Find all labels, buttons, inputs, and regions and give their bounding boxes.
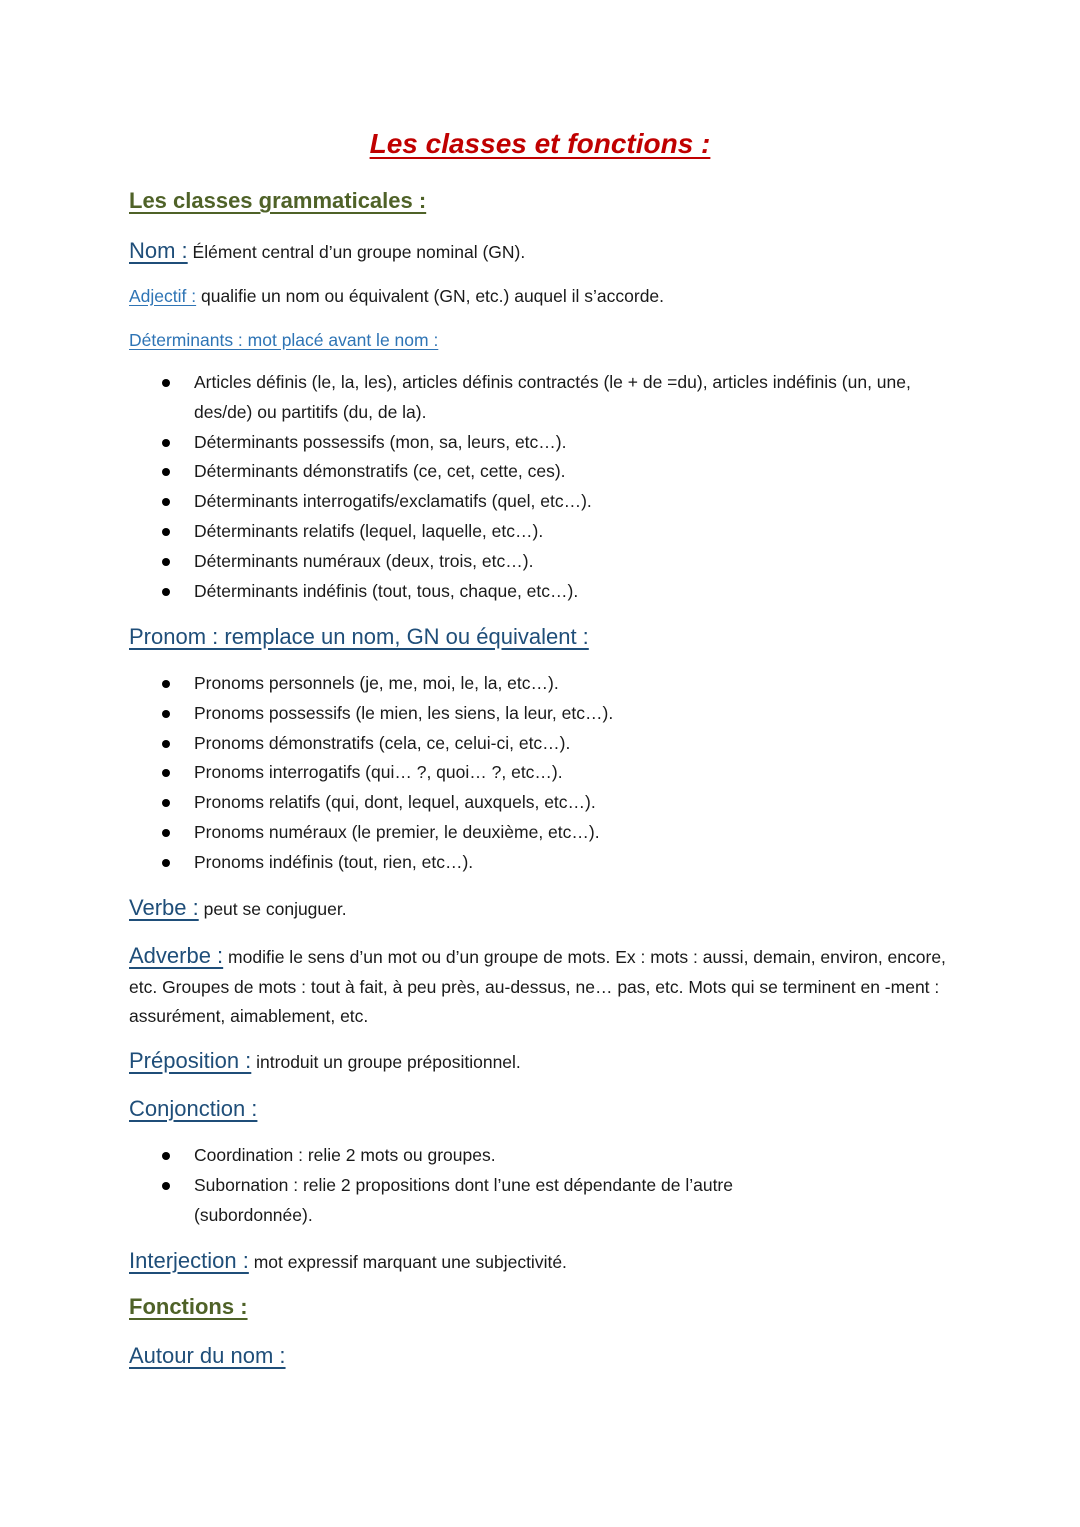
pronom-label: Pronom : remplace un nom, GN ou équivalent : xyxy=(129,624,589,649)
adjectif-label: Adjectif : xyxy=(129,286,197,306)
determinants-heading xyxy=(129,326,959,355)
list-item-text: Pronoms démonstratifs (cela, ce, celui-ci, etc…). xyxy=(194,732,571,753)
list-item-text: Subornation : relie 2 propositions dont l’une est dépendante de l’autre (subordonnée). xyxy=(194,1174,733,1225)
interjection-definition xyxy=(129,1246,959,1277)
nom-label: Nom : xyxy=(129,238,188,263)
list-item-text: Pronoms indéfinis (tout, rien, etc…). xyxy=(194,851,474,872)
list-item xyxy=(0,368,1080,428)
page-title: Les classes et fonctions : xyxy=(369,128,711,159)
list-item-text: Pronoms possessifs (le mien, les siens, la leur, etc…). xyxy=(194,702,614,723)
bullet-icon xyxy=(162,1152,170,1160)
list-item xyxy=(0,758,1080,788)
list-item-text: Déterminants démonstratifs (ce, cet, cette, ces). xyxy=(194,461,566,482)
list-item xyxy=(0,428,1080,458)
bullet-icon xyxy=(162,588,170,596)
adverbe-text: modifie le sens d’un mot ou d’un groupe de mots. Ex : mots : aussi, demain, environ, encore, etc. Groupes de mots : tout à fait, à peu près, au-dessus, ne… pas, etc. Mots qui se terminent en -ment : assurément, aimablement, etc. xyxy=(129,947,946,1026)
interjection-text: mot expressif marquant une subjectivité. xyxy=(248,1252,567,1272)
verbe-definition xyxy=(129,893,959,924)
bullet-icon xyxy=(162,558,170,566)
adjectif-text: qualifie un nom ou équivalent (GN, etc.) auquel il s’accorde. xyxy=(196,286,665,306)
list-item xyxy=(0,699,1080,729)
pronom-list xyxy=(0,669,1080,878)
section-heading-fonctions-text: Fonctions : xyxy=(129,1294,248,1319)
conjonction-heading xyxy=(129,1094,959,1125)
conjonction-list xyxy=(0,1141,1080,1230)
autour-du-nom-label: Autour du nom : xyxy=(129,1343,286,1368)
list-item-text: Déterminants possessifs (mon, sa, leurs, etc…). xyxy=(194,431,567,452)
list-item xyxy=(0,547,1080,577)
list-item xyxy=(0,848,1080,878)
list-item xyxy=(0,788,1080,818)
list-item-text: Pronoms numéraux (le premier, le deuxième, etc…). xyxy=(194,821,600,842)
list-item-text: Déterminants relatifs (lequel, laquelle, etc…). xyxy=(194,520,544,541)
list-item xyxy=(0,517,1080,547)
section-heading-fonctions xyxy=(129,1292,959,1323)
interjection-label: Interjection : xyxy=(129,1248,249,1273)
list-item xyxy=(0,729,1080,759)
determinants-label: Déterminants : mot placé avant le nom : xyxy=(129,330,439,350)
list-item xyxy=(0,487,1080,517)
section-heading-classes-text: Les classes grammaticales : xyxy=(129,188,427,213)
bullet-icon xyxy=(162,829,170,837)
list-item-text: Pronoms personnels (je, me, moi, le, la, etc…). xyxy=(194,673,559,693)
autour-du-nom-heading xyxy=(129,1341,959,1372)
verbe-label: Verbe : xyxy=(129,895,199,920)
preposition-text: introduit un groupe prépositionnel. xyxy=(251,1052,521,1072)
list-item xyxy=(0,818,1080,848)
list-item xyxy=(0,577,1080,607)
adverbe-label: Adverbe : xyxy=(129,943,224,968)
bullet-icon xyxy=(162,680,170,688)
list-item-text: Coordination : relie 2 mots ou groupes. xyxy=(194,1145,496,1165)
list-item-text: Pronoms relatifs (qui, dont, lequel, auxquels, etc…). xyxy=(194,792,596,813)
bullet-icon xyxy=(162,498,170,506)
bullet-icon xyxy=(162,799,170,807)
list-item-text: Articles définis (le, la, les), articles définis contractés (le + de =du), articles indéfinis (un, une, des/de) ou partitifs (du, de la). xyxy=(194,372,911,422)
list-item-text: Déterminants interrogatifs/exclamatifs (quel, etc…). xyxy=(194,491,592,512)
adverbe-definition xyxy=(129,941,959,1032)
nom-definition xyxy=(129,236,959,267)
list-item xyxy=(0,1171,1080,1231)
bullet-icon xyxy=(162,710,170,718)
list-item-text: Déterminants indéfinis (tout, tous, chaque, etc…). xyxy=(194,580,579,601)
bullet-icon xyxy=(162,740,170,748)
verbe-text: peut se conjuguer. xyxy=(198,899,347,919)
list-item xyxy=(0,669,1080,699)
preposition-label: Préposition : xyxy=(129,1048,252,1073)
list-item-text: Déterminants numéraux (deux, trois, etc…). xyxy=(194,550,534,571)
list-item xyxy=(0,457,1080,487)
list-item xyxy=(0,1141,1080,1171)
preposition-definition xyxy=(129,1046,959,1077)
bullet-icon xyxy=(162,379,170,387)
nom-text: Élément central d’un groupe nominal (GN). xyxy=(187,242,526,262)
bullet-icon xyxy=(162,769,170,777)
bullet-icon xyxy=(162,439,170,447)
adjectif-definition xyxy=(129,282,959,311)
bullet-icon xyxy=(162,1182,170,1190)
list-item-text: Pronoms interrogatifs (qui… ?, quoi… ?, etc…). xyxy=(194,762,563,783)
section-heading-classes xyxy=(129,186,959,217)
bullet-icon xyxy=(162,528,170,536)
bullet-icon xyxy=(162,859,170,867)
conjonction-label: Conjonction : xyxy=(129,1096,258,1121)
pronom-heading xyxy=(129,622,959,653)
determinants-list xyxy=(0,368,1080,606)
bullet-icon xyxy=(162,468,170,476)
